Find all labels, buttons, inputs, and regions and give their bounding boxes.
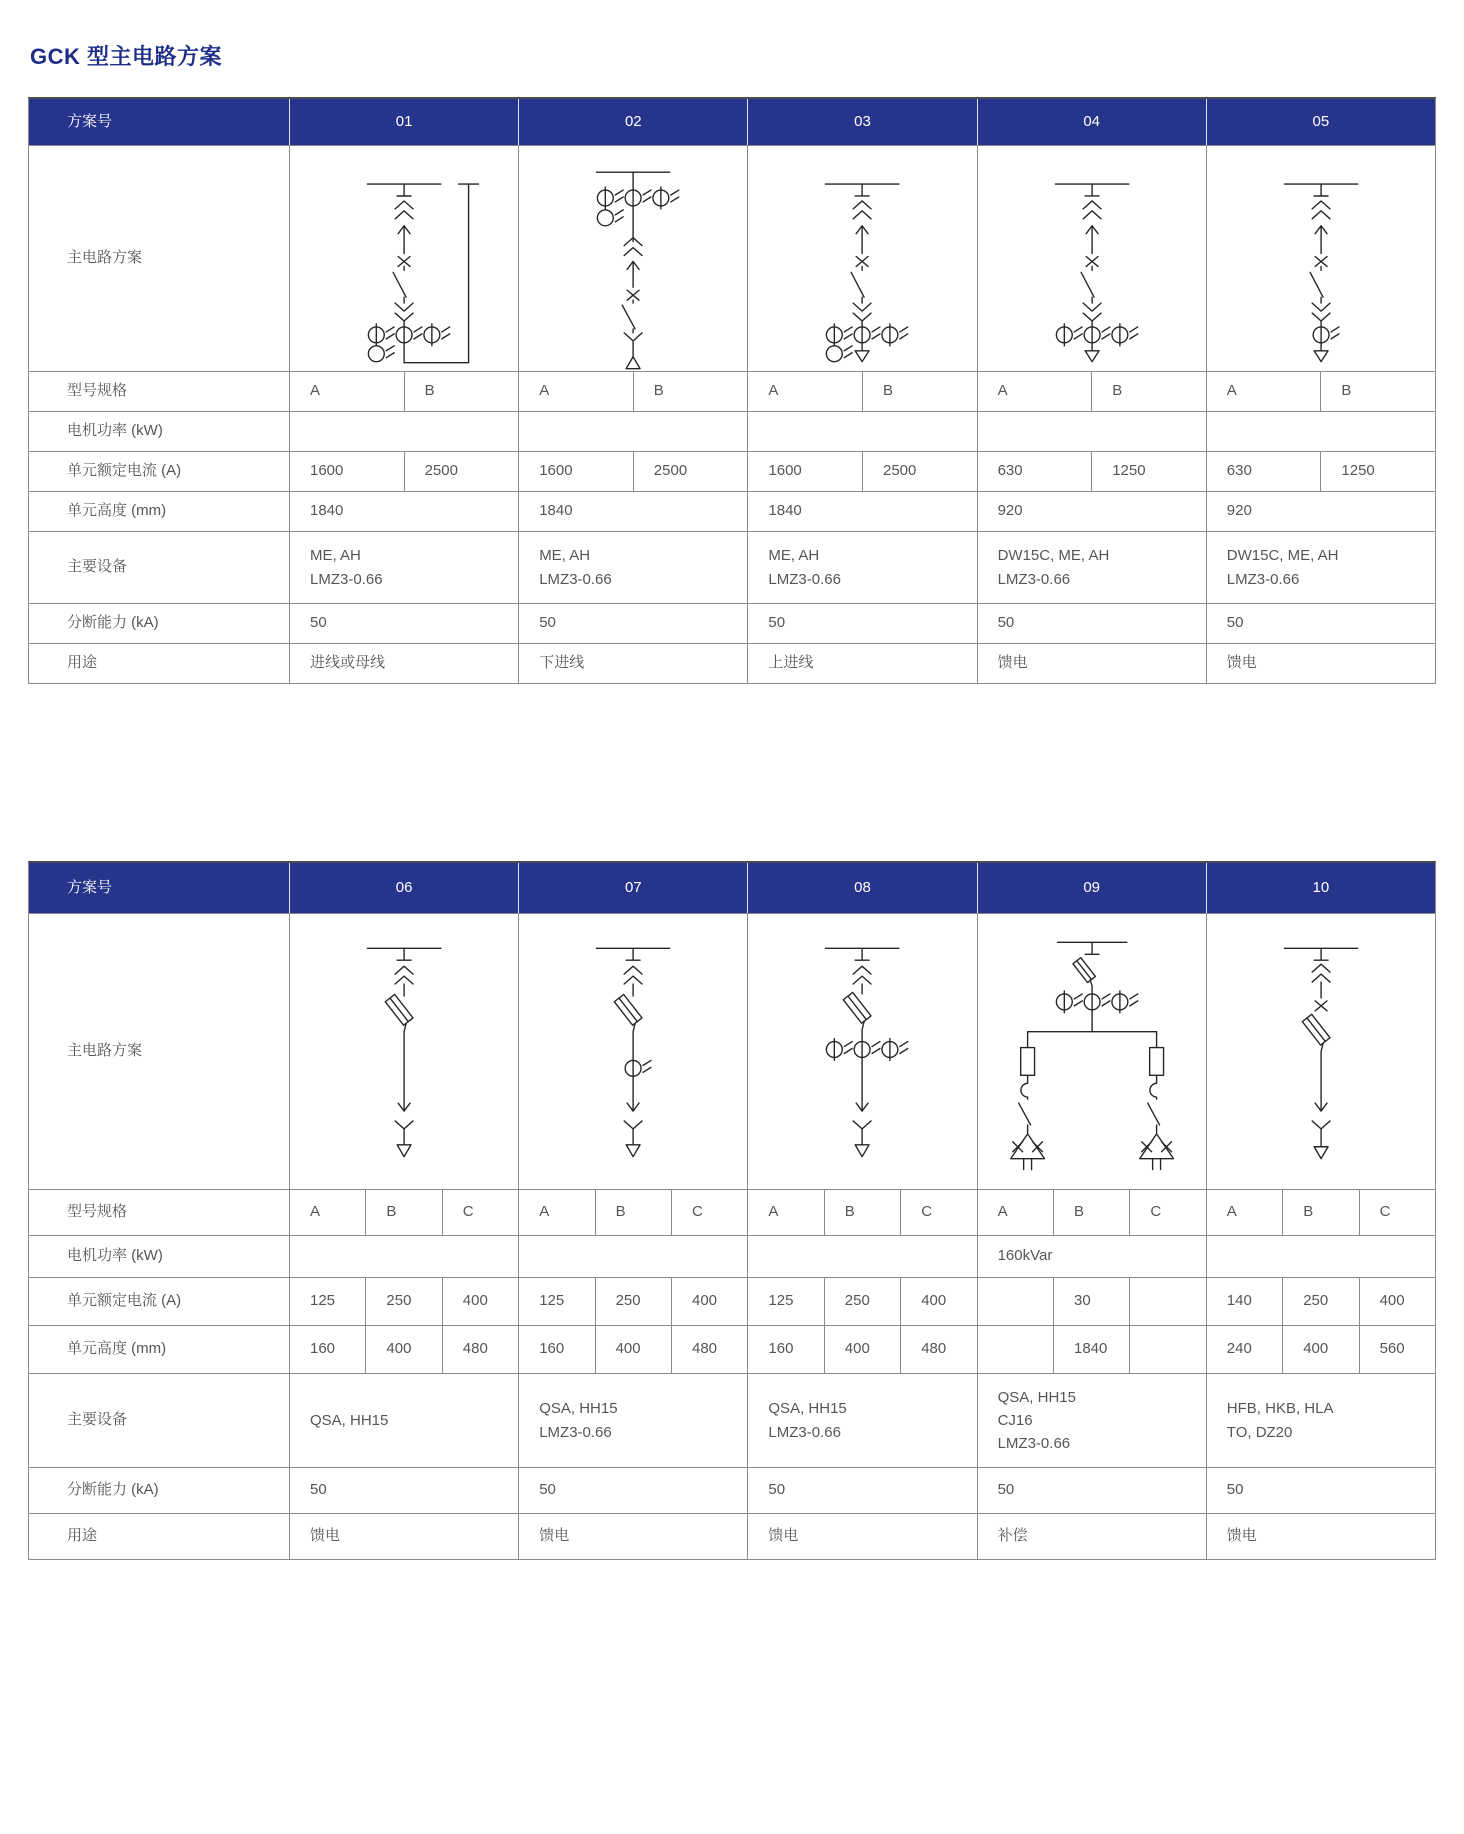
- diagram-cell-09: [977, 914, 1206, 1189]
- scheme-number-10: 10: [1206, 863, 1435, 913]
- value-cell: B: [824, 1190, 900, 1235]
- value-cell: 进线或母线: [289, 644, 518, 683]
- value-cell: 馈电: [747, 1514, 976, 1559]
- value-cell: [289, 1236, 518, 1277]
- value-cell: 2500: [404, 452, 519, 491]
- scheme-table-01-05: [28, 97, 1436, 684]
- scheme-03-circuit-diagram: [748, 146, 976, 371]
- value-cell: 920: [1206, 492, 1435, 531]
- value-cell: 50: [518, 1468, 747, 1513]
- scheme-10-circuit-diagram: [1207, 914, 1435, 1189]
- table-header-row: [29, 99, 1435, 145]
- value-cell: A: [1206, 372, 1321, 411]
- row-label-usage: 用途: [67, 654, 98, 672]
- scheme-06-circuit-diagram: [290, 914, 518, 1189]
- scheme-08-circuit-diagram: [748, 914, 976, 1189]
- value-cell: [1206, 412, 1435, 451]
- value-cell: 160: [518, 1326, 594, 1373]
- value-cell: [1206, 1236, 1435, 1277]
- breaking-capacity-row: [29, 603, 1435, 643]
- scheme-07-circuit-diagram: [519, 914, 747, 1189]
- value-cell: 1840: [747, 492, 976, 531]
- value-cell: A: [977, 1190, 1053, 1235]
- value-cell: A: [289, 1190, 365, 1235]
- scheme-number-02: 02: [518, 99, 747, 145]
- value-cell: 馈电: [518, 1514, 747, 1559]
- value-cell: 50: [977, 604, 1206, 643]
- value-cell: 1840: [1053, 1326, 1129, 1373]
- diagram-cell-01: [289, 146, 518, 371]
- value-cell: B: [1053, 1190, 1129, 1235]
- scheme-number-04: 04: [977, 99, 1206, 145]
- row-label-motor-power: 电机功率 (kW): [67, 422, 163, 440]
- row-label-motor-power: 电机功率 (kW): [67, 1247, 163, 1265]
- value-cell: 240: [1206, 1326, 1282, 1373]
- scheme-number-07: 07: [518, 863, 747, 913]
- scheme-number-03: 03: [747, 99, 976, 145]
- value-cell: 50: [1206, 604, 1435, 643]
- value-cell: A: [518, 1190, 594, 1235]
- breaking-capacity-row: [29, 1467, 1435, 1513]
- value-cell: 1840: [289, 492, 518, 531]
- value-cell: [518, 412, 747, 451]
- scheme-02-circuit-diagram: [519, 146, 747, 371]
- value-cell: 250: [824, 1278, 900, 1325]
- value-cell: ME, AH LMZ3-0.66: [518, 532, 747, 603]
- value-cell: C: [900, 1190, 976, 1235]
- value-cell: 480: [900, 1326, 976, 1373]
- row-label-unit-height: 单元高度 (mm): [67, 1340, 167, 1358]
- value-cell: 1250: [1320, 452, 1435, 491]
- value-cell: ME, AH LMZ3-0.66: [289, 532, 518, 603]
- diagram-cell-06: [289, 914, 518, 1189]
- value-cell: A: [747, 372, 862, 411]
- value-cell: C: [442, 1190, 518, 1235]
- value-cell: QSA, HH15 LMZ3-0.66: [747, 1374, 976, 1467]
- value-cell: A: [289, 372, 404, 411]
- value-cell: 1600: [747, 452, 862, 491]
- diagram-cell-10: [1206, 914, 1435, 1189]
- main-equipment-row: [29, 531, 1435, 603]
- diagram-row: [29, 145, 1435, 371]
- scheme-number-01: 01: [289, 99, 518, 145]
- value-cell: 400: [442, 1278, 518, 1325]
- value-cell: A: [518, 372, 633, 411]
- scheme-number-08: 08: [747, 863, 976, 913]
- value-cell: 2500: [633, 452, 748, 491]
- value-cell: B: [1320, 372, 1435, 411]
- value-cell: DW15C, ME, AH LMZ3-0.66: [977, 532, 1206, 603]
- scheme-number-09: 09: [977, 863, 1206, 913]
- value-cell: 1600: [518, 452, 633, 491]
- row-label-breaking-capacity: 分断能力 (kA): [67, 1481, 159, 1499]
- page-title: GCK 型主电路方案: [30, 44, 223, 69]
- row-label-rated-current: 单元额定电流 (A): [67, 1292, 182, 1310]
- row-label-usage: 用途: [67, 1527, 98, 1545]
- value-cell: 50: [289, 604, 518, 643]
- row-label-diagram: 主电路方案: [67, 249, 143, 267]
- value-cell: [977, 412, 1206, 451]
- row-label-breaking-capacity: 分断能力 (kA): [67, 614, 159, 632]
- value-cell: 250: [595, 1278, 671, 1325]
- value-cell: 50: [1206, 1468, 1435, 1513]
- value-cell: 馈电: [1206, 644, 1435, 683]
- value-cell: 160kVar: [977, 1236, 1206, 1277]
- value-cell: B: [1091, 372, 1206, 411]
- value-cell: A: [1206, 1190, 1282, 1235]
- value-cell: QSA, HH15 CJ16 LMZ3-0.66: [977, 1374, 1206, 1467]
- value-cell: 馈电: [289, 1514, 518, 1559]
- value-cell: 480: [671, 1326, 747, 1373]
- value-cell: 250: [365, 1278, 441, 1325]
- value-cell: 50: [747, 604, 976, 643]
- value-cell: 400: [1359, 1278, 1435, 1325]
- row-label-spec: 型号规格: [67, 382, 128, 400]
- value-cell: 125: [518, 1278, 594, 1325]
- value-cell: 1840: [518, 492, 747, 531]
- scheme-09-circuit-diagram: [978, 914, 1206, 1189]
- row-label-rated-current: 单元额定电流 (A): [67, 462, 182, 480]
- value-cell: A: [747, 1190, 823, 1235]
- value-cell: 1250: [1091, 452, 1206, 491]
- value-cell: 400: [595, 1326, 671, 1373]
- value-cell: 2500: [862, 452, 977, 491]
- value-cell: [518, 1236, 747, 1277]
- diagram-cell-02: [518, 146, 747, 371]
- value-cell: 125: [747, 1278, 823, 1325]
- value-cell: 400: [824, 1326, 900, 1373]
- value-cell: [1129, 1326, 1205, 1373]
- value-cell: B: [365, 1190, 441, 1235]
- value-cell: B: [1282, 1190, 1358, 1235]
- value-cell: C: [1129, 1190, 1205, 1235]
- usage-row: [29, 643, 1435, 683]
- value-cell: 50: [289, 1468, 518, 1513]
- scheme-number-05: 05: [1206, 99, 1435, 145]
- value-cell: 馈电: [977, 644, 1206, 683]
- value-cell: 125: [289, 1278, 365, 1325]
- value-cell: 250: [1282, 1278, 1358, 1325]
- value-cell: B: [595, 1190, 671, 1235]
- scheme-04-circuit-diagram: [978, 146, 1206, 371]
- value-cell: [747, 1236, 976, 1277]
- value-cell: 630: [1206, 452, 1321, 491]
- value-cell: 馈电: [1206, 1514, 1435, 1559]
- scheme-number-06: 06: [289, 863, 518, 913]
- motor-power-row: [29, 1235, 1435, 1277]
- value-cell: DW15C, ME, AH LMZ3-0.66: [1206, 532, 1435, 603]
- header-scheme-no-label: 方案号: [67, 878, 113, 896]
- diagram-cell-04: [977, 146, 1206, 371]
- value-cell: 50: [747, 1468, 976, 1513]
- value-cell: C: [1359, 1190, 1435, 1235]
- rated-current-row: [29, 1277, 1435, 1325]
- value-cell: B: [633, 372, 748, 411]
- value-cell: B: [404, 372, 519, 411]
- row-label-main-equipment: 主要设备: [67, 1411, 128, 1429]
- unit-height-row: [29, 491, 1435, 531]
- row-label-diagram: 主电路方案: [67, 1042, 143, 1060]
- value-cell: 480: [442, 1326, 518, 1373]
- value-cell: 400: [1282, 1326, 1358, 1373]
- diagram-cell-08: [747, 914, 976, 1189]
- main-equipment-row: [29, 1373, 1435, 1467]
- value-cell: QSA, HH15: [289, 1374, 518, 1467]
- header-scheme-no-label: 方案号: [67, 112, 113, 130]
- value-cell: 630: [977, 452, 1092, 491]
- value-cell: [289, 412, 518, 451]
- value-cell: 50: [518, 604, 747, 643]
- value-cell: 400: [900, 1278, 976, 1325]
- value-cell: 920: [977, 492, 1206, 531]
- value-cell: 400: [671, 1278, 747, 1325]
- diagram-row: [29, 913, 1435, 1189]
- value-cell: 160: [289, 1326, 365, 1373]
- value-cell: [977, 1326, 1053, 1373]
- value-cell: 50: [977, 1468, 1206, 1513]
- motor-power-row: [29, 411, 1435, 451]
- value-cell: 560: [1359, 1326, 1435, 1373]
- rated-current-row: [29, 451, 1435, 491]
- spec-row: [29, 371, 1435, 411]
- value-cell: [977, 1278, 1053, 1325]
- diagram-cell-03: [747, 146, 976, 371]
- value-cell: 补偿: [977, 1514, 1206, 1559]
- value-cell: [1129, 1278, 1205, 1325]
- value-cell: 400: [365, 1326, 441, 1373]
- value-cell: C: [671, 1190, 747, 1235]
- value-cell: ME, AH LMZ3-0.66: [747, 532, 976, 603]
- value-cell: QSA, HH15 LMZ3-0.66: [518, 1374, 747, 1467]
- row-label-unit-height: 单元高度 (mm): [67, 502, 167, 520]
- table-header-row: [29, 863, 1435, 913]
- value-cell: 160: [747, 1326, 823, 1373]
- scheme-05-circuit-diagram: [1207, 146, 1435, 371]
- value-cell: 140: [1206, 1278, 1282, 1325]
- unit-height-row: [29, 1325, 1435, 1373]
- value-cell: B: [862, 372, 977, 411]
- value-cell: 下进线: [518, 644, 747, 683]
- value-cell: HFB, HKB, HLA TO, DZ20: [1206, 1374, 1435, 1467]
- value-cell: 上进线: [747, 644, 976, 683]
- scheme-01-circuit-diagram: [290, 146, 518, 371]
- value-cell: [747, 412, 976, 451]
- diagram-cell-05: [1206, 146, 1435, 371]
- spec-row: [29, 1189, 1435, 1235]
- scheme-table-06-10: [28, 861, 1436, 1560]
- diagram-cell-07: [518, 914, 747, 1189]
- usage-row: [29, 1513, 1435, 1559]
- value-cell: 30: [1053, 1278, 1129, 1325]
- value-cell: A: [977, 372, 1092, 411]
- row-label-spec: 型号规格: [67, 1203, 128, 1221]
- value-cell: 1600: [289, 452, 404, 491]
- row-label-main-equipment: 主要设备: [67, 558, 128, 576]
